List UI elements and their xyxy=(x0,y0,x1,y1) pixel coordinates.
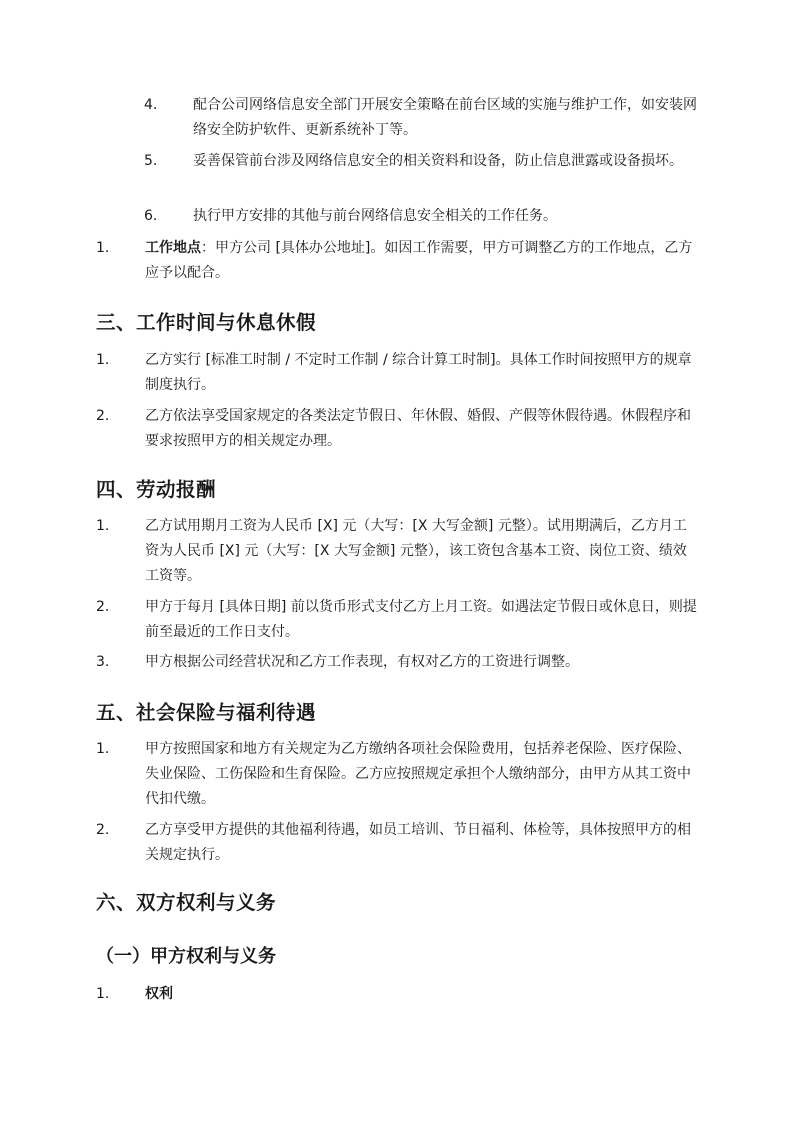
list-number: 1. xyxy=(96,986,110,1002)
list-number: 2. xyxy=(96,599,110,615)
section-heading-rights-obligations: 六、双方权利与义务 xyxy=(96,891,277,914)
list-number: 3. xyxy=(96,654,110,670)
list-text: 乙方享受甲方提供的其他福利待遇，如员工培训、节日福利、体检等，具体按照甲方的相关规定执行。 xyxy=(145,822,691,863)
list-text xyxy=(145,236,700,286)
subsection-heading-party-a: （一）甲方权利与义务 xyxy=(96,946,276,967)
section-heading-social-insurance: 五、社会保险与福利待遇 xyxy=(96,701,317,724)
list-text: 甲方根据公司经营状况和乙方工作表现，有权对乙方的工资进行调整。 xyxy=(145,654,579,670)
list-number: 6. xyxy=(144,208,158,224)
rights-label: 权利 xyxy=(145,986,173,1002)
list-text: 乙方试用期月工资为人民币 [X] 元（大写：[X 大写金额] 元整）。试用期满后，乙方月工资为人民币 [X] 元（大写：[X 大写金额] 元整），该工资包含基本工资、岗位工资、绩效工资等。 xyxy=(145,518,687,584)
list-number: 1. xyxy=(96,741,110,757)
list-text: 执行甲方安排的其他与前台网络信息安全相关的工作任务。 xyxy=(193,208,557,224)
list-number: 1. xyxy=(96,518,110,534)
list-number: 1. xyxy=(96,352,110,368)
list-text: 妥善保管前台涉及网络信息安全的相关资料和设备，防止信息泄露或设备损坏。 xyxy=(193,153,683,169)
list-text: 乙方依法享受国家规定的各类法定节假日、年休假、婚假、产假等休假待遇。休假程序和要求按照甲方的相关规定办理。 xyxy=(145,408,691,449)
list-text: 甲方于每月 [具体日期] 前以货币形式支付乙方上月工资。如遇法定节假日或休息日，则提前至最近的工作日支付。 xyxy=(145,599,697,640)
list-number: 5. xyxy=(144,153,158,169)
list-number: 2. xyxy=(96,408,110,424)
list-text: 乙方实行 [标准工时制 / 不定时工作制 / 综合计算工时制]。具体工作时间按照甲方的规章制度执行。 xyxy=(145,352,692,393)
list-number: 2. xyxy=(96,822,110,838)
list-text xyxy=(145,982,700,1007)
list-text: 甲方按照国家和地方有关规定为乙方缴纳各项社会保险费用，包括养老保险、医疗保险、失业保险、工伤保险和生育保险。乙方应按照规定承担个人缴纳部分，由甲方从其工资中代扣代缴。 xyxy=(145,741,691,807)
list-number: 1. xyxy=(96,240,110,256)
section-heading-work-time: 三、工作时间与休息休假 xyxy=(96,311,317,334)
list-number: 4. xyxy=(144,97,158,113)
list-text: 配合公司网络信息安全部门开展安全策略在前台区域的实施与维护工作，如安装网络安全防护软件、更新系统补丁等。 xyxy=(193,97,697,138)
section-heading-remuneration: 四、劳动报酬 xyxy=(96,478,217,501)
work-location-text: ：甲方公司 [具体办公地址]。如因工作需要，甲方可调整乙方的工作地点，乙方应予以配合。 xyxy=(145,240,693,281)
work-location-label: 工作地点 xyxy=(145,240,201,256)
